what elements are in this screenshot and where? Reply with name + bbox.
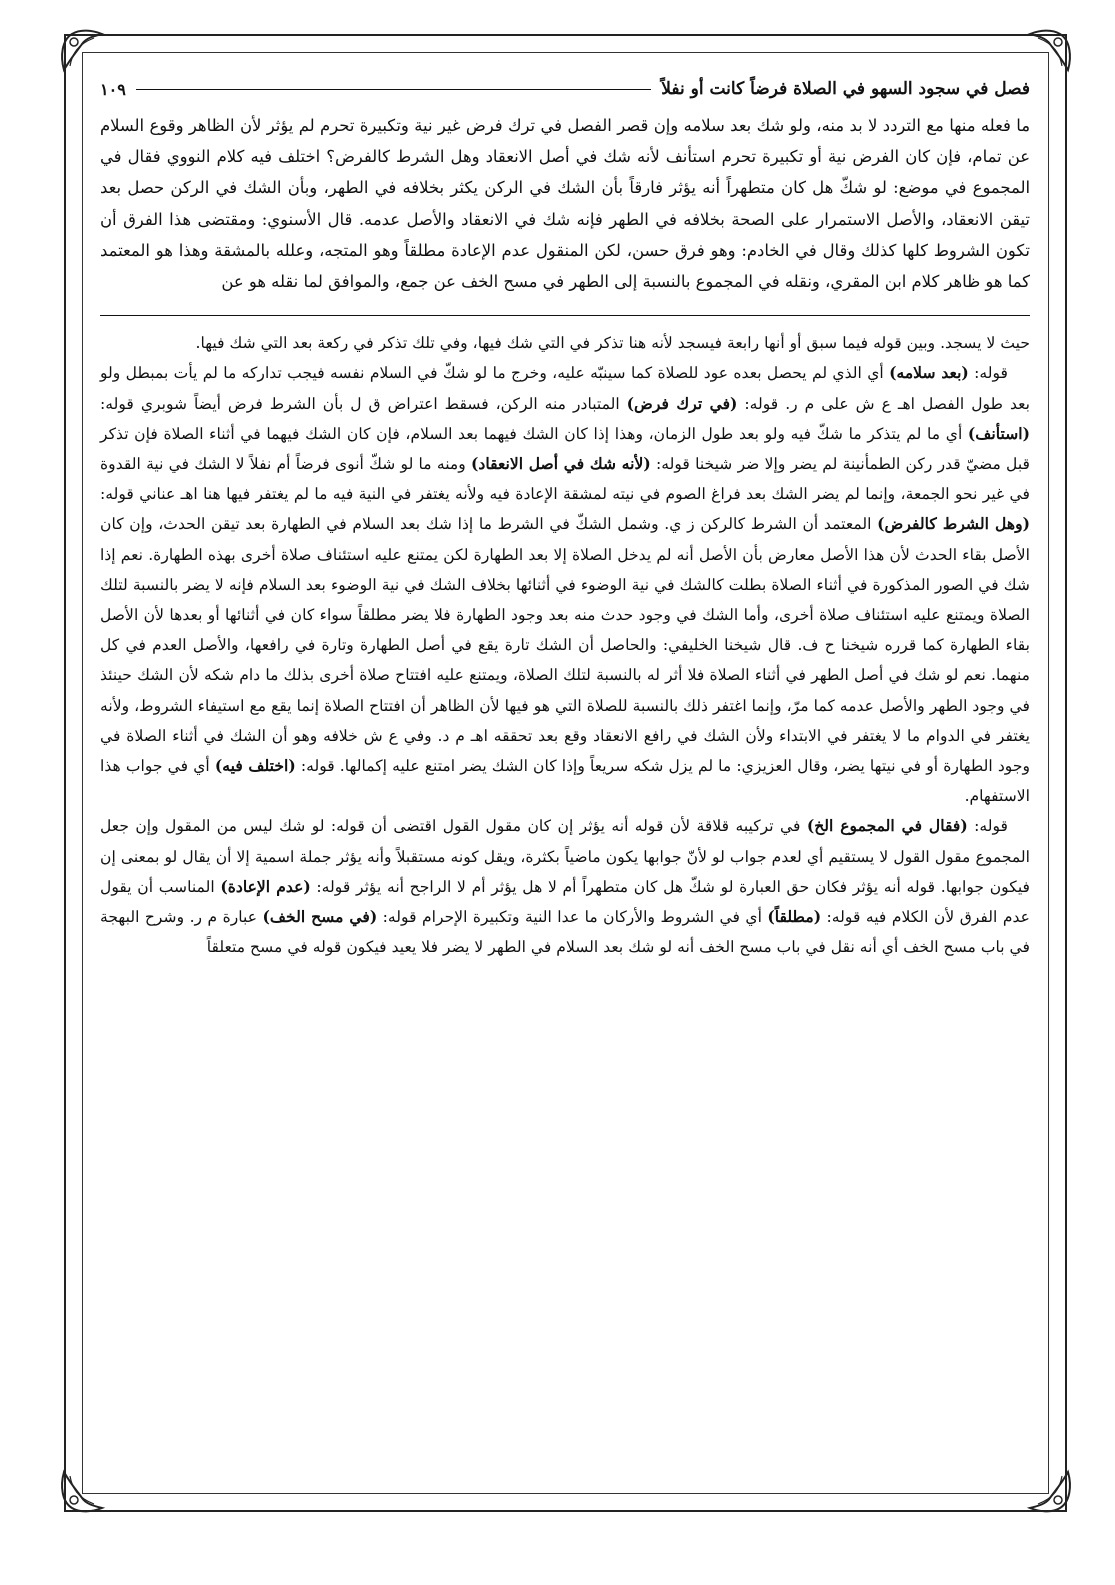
lemma-quote: (في ترك فرض): [626, 393, 738, 413]
lemma-quote: (بعد سلامه): [889, 363, 969, 383]
commentary-text: أي في جواب هذا الاستفهام.: [100, 757, 1030, 806]
commentary-text: المناسب أن يقول عدم الفرق لأن الكلام فيه قوله:: [100, 877, 1030, 927]
commentary-notes: [100, 328, 1030, 962]
lemma-quote: (لأنه شك في أصل الانعقاد): [471, 454, 651, 474]
running-header: [100, 72, 1030, 106]
commentary-text: حيث لا يسجد. وبين قوله فيما سبق أو أنها رابعة فيسجد لأنه هنا تذكر في التي شك فيها، وفي تلك تذكر في ركعة بعد التي شك فيها.: [195, 334, 1030, 353]
commentary-text: المتبادر منه الركن، فسقط اعتراض ق ل بأن الشرط فرض أيضاً شوبري قوله:: [100, 394, 627, 413]
commentary-text: قوله:: [967, 817, 1008, 836]
lemma-quote: (اختلف فيه): [214, 756, 296, 776]
lemma-quote: (فقال في المجموع الخ): [806, 816, 968, 836]
commentary-paragraph: [100, 358, 1030, 811]
corner-ornament-icon: [1024, 26, 1074, 76]
commentary-text: عبارة م ر. وشرح البهجة في باب مسح الخف أي أنه نقل في باب مسح الخف أنه لو شك بعد السلام في الطهر لا يضر فلا يعيد فيكون قوله في مسح متعلقاً: [100, 908, 1030, 957]
commentary-text: في تركيبه قلاقة لأن قوله أنه يؤثر إن كان مقول القول اقتضى أن قوله: لو شك ليس من المقول وإن جعل المجموع مقول القول لا يستقيم أي لعدم جواب لو لأنّ جوابها يكون ماضياً بكثرة، ويقل كونه مستقبلاً وأنه يؤثر جملة اسمية إلا أن يقال لو بمعنى إن فيكون جوابها. قوله أنه يؤثر فكان حق العبارة لو شكّ هل كان متطهراً أم لا هل يؤثر أم لا الراجح أنه يؤثر قوله:: [100, 817, 1030, 896]
corner-ornament-icon: [58, 1466, 108, 1516]
commentary-text: أي ما لم يتذكر ما شكّ فيه ولو بعد طول الزمان، وهذا إذا كان الشك فيهما بعد السلام، فإن كان الشك فيهما في أثناء الصلاة فإن تذكر قبل مضيّ قدر ركن الطمأنينة لم يضر وإلا ضر شيخنا قوله:: [100, 424, 1030, 474]
commentary-text: المعتمد أن الشرط كالركن ز ي. وشمل الشكّ في الشرط ما إذا شك بعد السلام في الطهارة بعد تيقن الحدث، وإن كان الأصل بقاء الحدث لأن هذا الأصل معارض بأن الأصل أنه لم يدخل الصلاة إلا بعد الطهارة لكن يمتنع عليه استئناف صلاة أخرى بهذه الطهارة. نعم إذا شك في الصور المذكورة في أثناء الصلاة بطلت كالشك في نية الوضوء في أثنائها بخلاف الشك في نية الوضوء بعد السلام فإنه لا يضر بالنسبة لتلك الصلاة ويمتنع عليه استئناف صلاة أخرى، وأما الشك في وجود حدث منه بعد وجود الطهارة فلا يضر مطلقاً سواء كان في أثنائها أو بعدها لأن الأصل بقاء الطهارة كما قرره شيخنا ح ف. قال شيخنا الخليفي: والحاصل أن الشك تارة يقع في أصل الطهارة وتارة في رافعها، والأصل العدم في كل منهما. نعم لو شك في أصل الطهر في أثناء الصلاة فلا أثر له بالنسبة لتلك الصلاة، ويمتنع عليه افتتاح صلاة أخرى بذلك ما دام شكه لأن الشك حينئذ في وجود الطهر والأصل عدمه كما مرّ، وإنما اغتفر ذلك بالنسبة للصلاة التي هو فيها لأن الظاهر أن افتتاح الصلاة إنما يقع مع استيفاء الشروط، ولأنه يغتفر في الدوام ما لا يغتفر في الابتداء ولأن الشك في رافع الانعقاد وقع بعد تحققه اهـ م د. وفي ع ش خلافه وهو أن الشك في أثناء الصلاة في وجود الطهارة أو في نيتها يضر، وقال العزيزي: ما لم يزل شكه سريعاً وإذا كان الشك يضر امتنع عليه إكمالها. قوله:: [100, 515, 1031, 776]
lemma-quote: (استأنف): [967, 423, 1030, 443]
commentary-text: قوله:: [968, 364, 1009, 383]
footnote-separator: [100, 315, 1030, 316]
chapter-title: فصل في سجود السهو في الصلاة فرضاً كانت أو نفلاً: [661, 79, 1030, 99]
header-rule: [136, 89, 651, 90]
page-content: [100, 72, 1030, 962]
corner-ornament-icon: [58, 26, 108, 76]
main-text: ما فعله منها مع التردد لا بد منه، ولو شك بعد سلامه وإن قصر الفصل في ترك فرض غير نية وتكبيرة تحرم لم يؤثر لأن الظاهر وقوع السلام عن تمام، فإن كان الفرض نية أو تكبيرة تحرم استأنف لأنه شك في أصل الانعقاد وهل الشرط كالفرض؟ اختلف فيه كلام النووي فقال في المجموع في موضع: لو شكّ هل كان متطهراً أنه يؤثر فارقاً بأن الشك في الركن يكثر بخلافه في الطهر، وبأن الشك في الركن حصل بعد تيقن الانعقاد، والأصل الاستمرار على الصحة بخلافه في الطهر فإنه شك في الانعقاد والأصل عدمه. قال الأسنوي: ومقتضى هذا الفرق أن تكون الشروط كلها كذلك وقال في الخادم: وهو فرق حسن، لكن المنقول عدم الإعادة مطلقاً وهو المتجه، وعلله بالمشقة وهذا هو المعتمد كما هو ظاهر كلام ابن المقري، ونقله في المجموع بالنسبة إلى الطهر في مسح الخف عن جمع، والموافق لما نقله هو عن: [100, 116, 1030, 292]
lemma-quote: (وهل الشرط كالفرض): [877, 514, 1030, 534]
lemma-quote: (في مسح الخف): [262, 907, 378, 927]
page-number: ١٠٩: [100, 79, 126, 99]
commentary-text: أي في الشروط والأركان ما عدا النية وتكبيرة الإحرام قوله:: [377, 908, 768, 927]
commentary-paragraph: [100, 328, 1030, 358]
lemma-quote: (عدم الإعادة): [220, 876, 311, 896]
commentary-text: ومنه ما لو شكّ أنوى فرضاً أم نفلاً لا الشك في نية القدوة في غير نحو الجمعة، وإنما لم يضر الشك بعد فراغ الصوم في نيته لمشقة الإعادة فيه ولأنه يغتفر في النية فيه ما لم يغتفر فيها هنا اهـ عناني قوله:: [100, 455, 1030, 504]
corner-ornament-icon: [1024, 1466, 1074, 1516]
lemma-quote: (مطلقاً): [767, 907, 822, 927]
commentary-text: أي الذي لم يحصل بعده عود للصلاة كما سينبّه عليه، وخرج ما لو شكّ في السلام نفسه فيجب تداركه ما لم يأت بمبطل ولو بعد طول الفصل اهـ ع ش على م ر. قوله:: [100, 364, 1030, 413]
commentary-paragraph: [100, 811, 1030, 962]
